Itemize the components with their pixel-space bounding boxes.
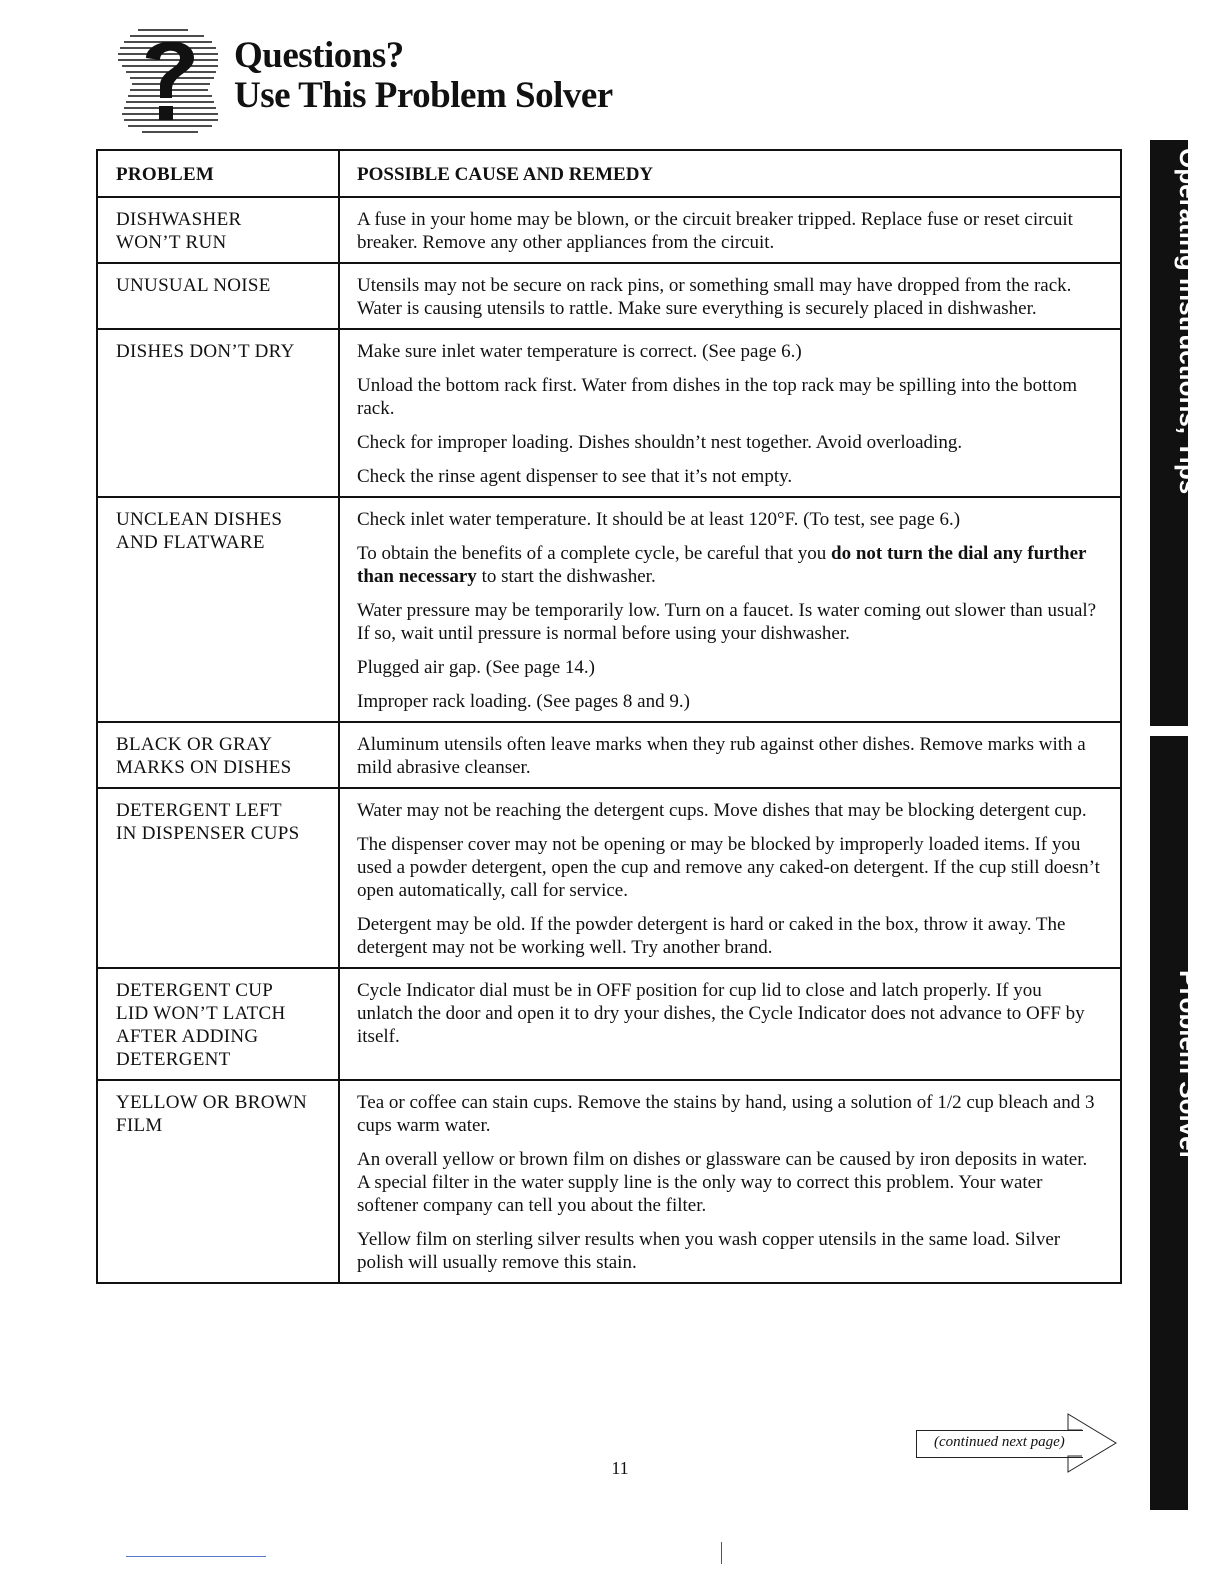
remedy-text: Detergent may be old. If the powder detergent is hard or caked in the box, throw it away. The detergent may not be working well. Try another brand.: [357, 914, 1066, 958]
remedy-text: An overall yellow or brown film on dishes or glassware can be caused by iron deposits in water. A special filter in the water supply line is the only way to correct this problem. Your water softener company can tell you about the filter.: [357, 1149, 1088, 1216]
column-header-remedy: POSSIBLE CAUSE AND REMEDY: [339, 150, 1121, 197]
problem-label: DETERGENT CUP LID WON’T LATCH AFTER ADDING DETERGENT: [116, 980, 286, 1070]
question-mark-icon: [108, 22, 228, 142]
remedy-text: Check for improper loading. Dishes shouldn’t nest together. Avoid overloading.: [357, 432, 963, 453]
scan-artifact-line: [126, 1556, 266, 1557]
table-row: [97, 1080, 1121, 1283]
problem-label: YELLOW OR BROWN FILM: [116, 1092, 307, 1136]
remedy-text: Aluminum utensils often leave marks when they rub against other dishes. Remove marks with a mild abrasive cleanser.: [357, 734, 1086, 778]
table-row: [97, 968, 1121, 1080]
problem-label: BLACK OR GRAY MARKS ON DISHES: [116, 734, 292, 778]
problem-label: DISHES DON’T DRY: [116, 341, 295, 362]
side-tab-upper-label: Operating Instructions, Tips: [1174, 148, 1204, 495]
page-title: Questions?: [234, 35, 404, 76]
problem-label: UNUSUAL NOISE: [116, 275, 271, 296]
remedy-text: Unload the bottom rack first. Water from dishes in the top rack may be spilling into the bottom rack.: [357, 375, 1077, 419]
problem-label: DISHWASHER WON’T RUN: [116, 209, 242, 253]
side-tab-lower-label: Problem Solver: [1174, 970, 1204, 1161]
remedy-text: Check the rinse agent dispenser to see that it’s not empty.: [357, 466, 793, 487]
remedy-text: Water pressure may be temporarily low. Turn on a faucet. Is water coming out slower than usual? If so, wait until pressure is normal before using your dishwasher.: [357, 600, 1097, 644]
table-row: [97, 197, 1121, 263]
continued-label: (continued next page): [934, 1434, 1065, 1450]
page-subtitle: Use This Problem Solver: [234, 75, 613, 116]
remedy-text-emphasis: [357, 542, 1100, 588]
table-header-row: [97, 150, 1121, 197]
remedy-text-bold: do not turn the dial any further than necessary: [357, 543, 1087, 587]
remedy-text: Plugged air gap. (See page 14.): [357, 657, 595, 678]
remedy-text: Check inlet water temperature. It should be at least 120°F. (To test, see page 6.): [357, 509, 961, 530]
remedy-text: Water may not be reaching the detergent cups. Move dishes that may be blocking detergent cup.: [357, 800, 1087, 821]
remedy-text-after: to start the dishwasher.: [476, 566, 656, 587]
problem-label: UNCLEAN DISHES AND FLATWARE: [116, 509, 283, 553]
problem-solver-table: [96, 149, 1122, 1284]
page-number: 11: [611, 1458, 629, 1478]
table-row: [97, 263, 1121, 329]
problem-label: DETERGENT LEFT IN DISPENSER CUPS: [116, 800, 300, 844]
table-row: [97, 497, 1121, 722]
page-header: [96, 22, 796, 142]
table-row: [97, 788, 1121, 968]
remedy-text: Cycle Indicator dial must be in OFF position for cup lid to close and latch properly. If you unlatch the door and open it to dry your dishes, the Cycle Indicator does not advance to OFF by itself.: [357, 980, 1085, 1047]
remedy-text: Improper rack loading. (See pages 8 and 9.): [357, 691, 690, 712]
remedy-text: A fuse in your home may be blown, or the circuit breaker tripped. Replace fuse or reset circuit breaker. Remove any other appliances from the circuit.: [357, 209, 1073, 253]
scan-artifact-tick: [721, 1542, 722, 1564]
column-header-problem: PROBLEM: [97, 150, 339, 197]
side-tab-labels: [1152, 140, 1204, 1510]
table-row: [97, 722, 1121, 788]
continued-next-page: [916, 1414, 1116, 1472]
remedy-text: Yellow film on sterling silver results when you wash copper utensils in the same load. Silver polish will usually remove this stain.: [357, 1229, 1061, 1273]
remedy-text: The dispenser cover may not be opening or may be blocked by improperly loaded items. If you used a powder detergent, open the cup and remove any caked-on detergent. If the cup still doesn’t open automatically, call for service.: [357, 834, 1100, 901]
remedy-text-before: To obtain the benefits of a complete cycle, be careful that you: [357, 543, 832, 564]
remedy-text: Utensils may not be secure on rack pins, or something small may have dropped from the rack. Water is causing utensils to rattle. Make sure everything is securely placed in dishwasher.: [357, 275, 1072, 319]
table-row: [97, 329, 1121, 497]
side-index-tab: [1150, 140, 1204, 1510]
remedy-text: Tea or coffee can stain cups. Remove the stains by hand, using a solution of 1/2 cup bleach and 3 cups warm water.: [357, 1092, 1095, 1136]
remedy-text: Make sure inlet water temperature is correct. (See page 6.): [357, 341, 802, 362]
